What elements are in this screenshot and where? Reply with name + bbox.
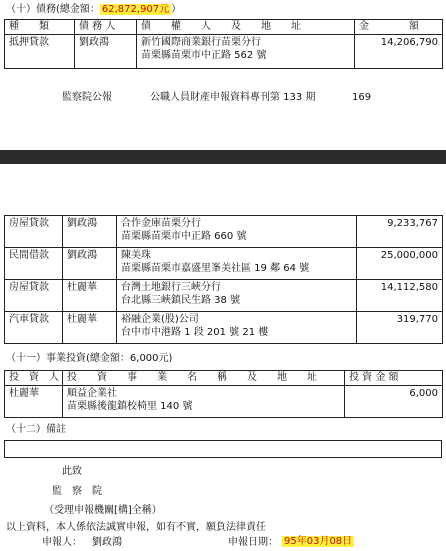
debt-type: 汽車貸款 bbox=[5, 312, 63, 344]
col-investment-amount: 投 資 金 額 bbox=[345, 371, 443, 386]
debt-debtor: 劉政鴻 bbox=[63, 248, 117, 280]
debt-debtor: 杜麗華 bbox=[63, 280, 117, 312]
debt-creditor bbox=[137, 35, 355, 69]
debt-amount: 319,770 bbox=[357, 312, 443, 344]
debts-total: 62,872,907元 bbox=[101, 4, 170, 15]
debt-debtor: 杜麗華 bbox=[63, 312, 117, 344]
col-debtor: 債 務 人 bbox=[75, 20, 137, 35]
creditor-name: 裕融企業(股)公司 bbox=[121, 314, 199, 325]
debt-amount: 14,206,790 bbox=[355, 35, 443, 69]
debt-creditor bbox=[117, 312, 357, 344]
creditor-address: 苗栗縣苗栗市中正路 562 號 bbox=[141, 50, 267, 61]
table-row bbox=[5, 248, 443, 280]
date-label: 申報日期： bbox=[228, 537, 278, 548]
creditor-address: 台中市中港路 1 段 201 號 21 樓 bbox=[121, 327, 269, 338]
declaration-date bbox=[282, 536, 354, 548]
notes-box bbox=[4, 440, 442, 458]
notes-heading: （十二）備註 bbox=[6, 424, 66, 435]
footer-left: 監察院公報 bbox=[62, 92, 112, 103]
debts-header-row bbox=[5, 20, 443, 35]
investment-amount: 6,000 bbox=[345, 386, 443, 418]
col-investment-name: 投 資 事 業 名 稱 及 地 址 bbox=[63, 371, 345, 386]
creditor-address: 苗栗縣苗栗市嘉盛里峯美社區 19 鄰 64 號 bbox=[121, 263, 310, 274]
creditor-name: 新竹國際商業銀行苗栗分行 bbox=[141, 37, 261, 48]
table-row bbox=[5, 35, 443, 69]
enterprise-name: 順益企業社 bbox=[67, 388, 117, 399]
debts-table bbox=[4, 19, 443, 69]
investments-heading: （十一）事業投資(總金額：6,000元) bbox=[6, 353, 173, 364]
col-amount: 金 額 bbox=[355, 20, 443, 35]
creditor-address: 苗栗縣苗栗市中正路 660 號 bbox=[121, 231, 247, 242]
investments-header-row bbox=[5, 371, 443, 386]
table-row bbox=[5, 280, 443, 312]
enterprise-address: 苗栗縣後龍鎮校椅里 140 號 bbox=[67, 401, 193, 412]
debts-heading-label: （十）債務(總金額： bbox=[6, 4, 100, 15]
investor: 杜麗華 bbox=[5, 386, 63, 418]
declarant-label: 申報人： bbox=[42, 537, 82, 548]
closing-line3: （受理申報機關[構]全稱） bbox=[44, 505, 162, 516]
investments-table bbox=[4, 370, 443, 418]
debts-heading-close: ） bbox=[171, 4, 182, 15]
debt-creditor bbox=[117, 280, 357, 312]
debt-amount: 14,112,580 bbox=[357, 280, 443, 312]
debt-amount: 9,233,767 bbox=[357, 216, 443, 248]
debt-debtor: 劉政鴻 bbox=[75, 35, 137, 69]
investment-name bbox=[63, 386, 345, 418]
declarant-name: 劉政鴻 bbox=[92, 537, 122, 548]
table-row bbox=[5, 216, 443, 248]
closing-line2: 監 察 院 bbox=[52, 486, 102, 497]
creditor-address: 台北縣三峽鎮民生路 38 號 bbox=[121, 295, 241, 306]
table-row bbox=[5, 312, 443, 344]
col-type: 種 類 bbox=[5, 20, 75, 35]
creditor-name: 合作金庫苗栗分行 bbox=[121, 218, 201, 229]
debt-type: 抵押貸款 bbox=[5, 35, 75, 69]
debt-type: 房屋貸款 bbox=[5, 216, 63, 248]
debt-debtor: 劉政鴻 bbox=[63, 216, 117, 248]
table-row bbox=[5, 386, 443, 418]
debts-continued-table bbox=[4, 215, 443, 344]
creditor-name: 台灣土地銀行三峽分行 bbox=[121, 282, 221, 293]
declaration-date-value: 95年03月08日 bbox=[284, 536, 353, 547]
col-investor: 投 資 人 bbox=[5, 371, 63, 386]
footer-page-number: 169 bbox=[352, 92, 372, 103]
debt-creditor bbox=[117, 248, 357, 280]
debts-heading bbox=[6, 4, 181, 16]
debt-amount: 25,000,000 bbox=[357, 248, 443, 280]
declaration-statement: 以上資料，本人係依法誠實申報，如有不實，願負法律責任 bbox=[6, 522, 266, 533]
creditor-name: 陳美珠 bbox=[121, 250, 151, 261]
debt-type: 房屋貸款 bbox=[5, 280, 63, 312]
debt-creditor bbox=[117, 216, 357, 248]
page-divider bbox=[0, 150, 446, 164]
footer-center: 公職人員財產申報資料專刊第 133 期 bbox=[150, 92, 316, 103]
col-creditor: 債 權 人 及 地 址 bbox=[137, 20, 355, 35]
debt-type: 民間借款 bbox=[5, 248, 63, 280]
closing-line1: 此致 bbox=[62, 466, 82, 477]
